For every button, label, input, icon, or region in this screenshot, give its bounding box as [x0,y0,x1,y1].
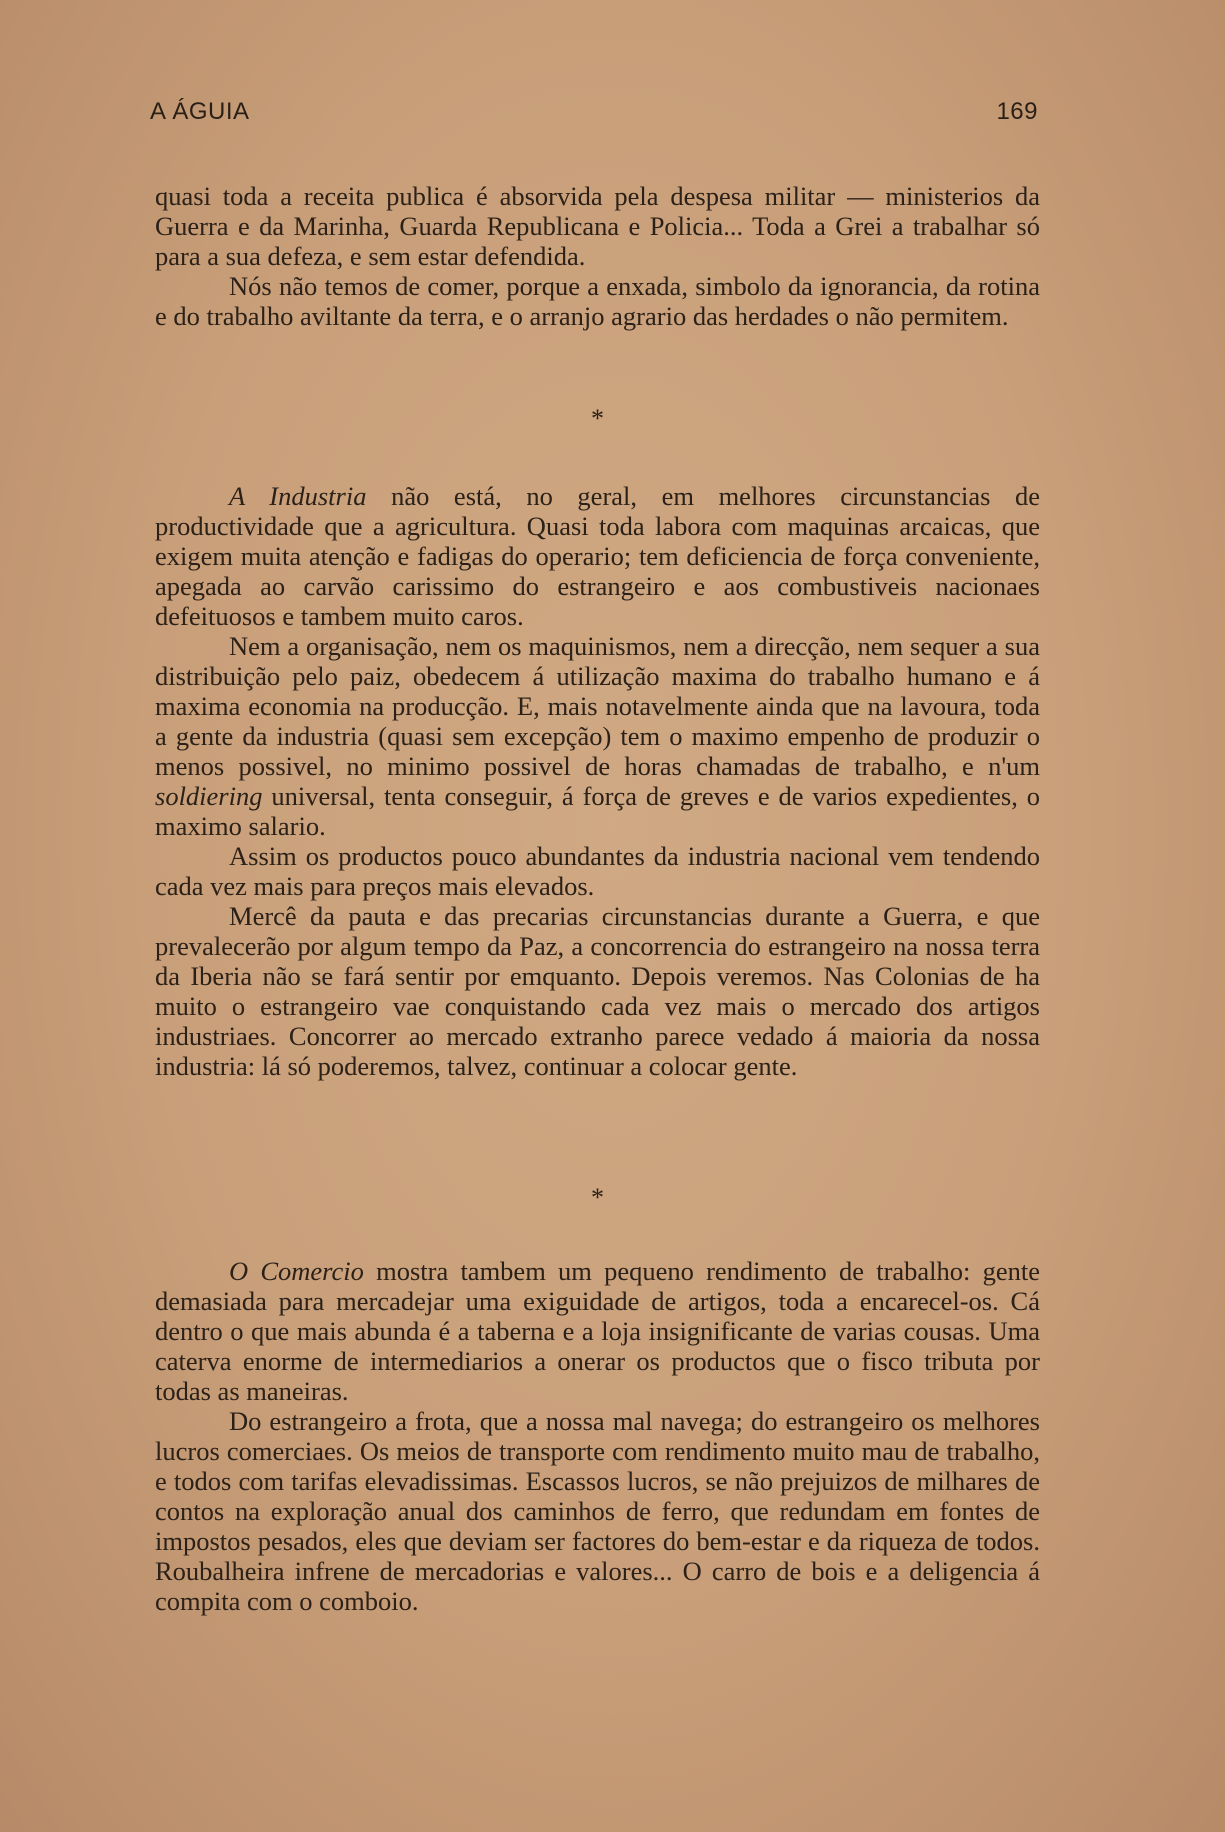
paragraph: quasi toda a receita publica é absorvida pela despesa militar — ministerios da Guerra e da Marinha, Guarda Republicana e Policia... Toda a Grei a trabalhar só para a sua defeza, e sem estar defendida. [155,181,1040,271]
paragraph: Assim os productos pouco abundantes da industria nacional vem tendendo cada vez mais para preços mais elevados. [155,841,1040,901]
running-header [150,98,1038,134]
paragraph: Mercê da pauta e das precarias circunstancias durante a Guerra, e que prevalecerão por algum tempo da Paz, a concorrencia do estrangeiro na nossa terra da Iberia não se fará sentir por emquanto. Depois veremos. Nas Colonias de ha muito o estrangeiro vae conquistando cada vez mais o mercado dos artigos industriaes. Concorrer ao mercado extranho parece vedado á maioria da nossa industria: lá só poderemos, talvez, continuar a colocar gente. [155,901,1040,1081]
paragraph-text: mostra tambem um pequeno rendimento de trabalho: gente demasiada para mercadejar uma exiguidade de artigos, toda a encarecel-os. Cá dentro o que mais abunda é a taberna e a loja insignificante de varias cousas. Uma caterva enorme de intermediarios a onerar os productos que o fisco tributa por todas as maneiras. [155,1256,1040,1406]
paragraph-text: não está, no geral, em melhores circunstancias de productividade que a agricultura. Quasi toda labora com maquinas arcaicas, que exigem muita atenção e fadigas do operario; tem deficiencia de força conveniente, apegada ao carvão carissimo do estrangeiro e aos combustiveis nacionaes defeituosos e tambem muito caros. [155,481,1040,631]
section-military-agriculture [155,181,1040,331]
paragraph [155,481,1040,631]
paragraph: Do estrangeiro a frota, que a nossa mal navega; do estrangeiro os melhores lucros comerciaes. Os meios de transporte com rendimento muito mau de trabalho, e todos com tarifas elevadissimas. Escassos lucros, se não prejuizos de milhares de contos na exploração anual dos caminhos de ferro, que redundam em fontes de impostos pesados, eles que deviam ser factores do bem-estar e da riqueza de todos. Roubalheira infrene de mercadorias e valores... O carro de bois e a deligencia á compita com o comboio. [155,1406,1040,1616]
section-lead-term: A Industria [229,481,367,511]
paragraph-text: Nem a organisação, nem os maquinismos, nem a direcção, nem sequer a sua distribuição pelo paiz, obedecem á utilização maxima do trabalho humano e á maxima economia na producção. E, mais notavelmente ainda que na lavoura, toda a gente da industria (quasi sem excepção) tem o maximo empenho de produzir o menos possivel, no minimo possivel de horas chamadas de trabalho, e n'um [155,631,1040,781]
section-lead-term: O Comercio [229,1256,364,1286]
journal-title: A ÁGUIA [150,98,250,125]
section-separator: * [591,1183,604,1212]
section-commerce [155,1256,1040,1616]
paragraph [155,1256,1040,1406]
paragraph: Nós não temos de comer, porque a enxada, simbolo da ignorancia, da rotina e do trabalho aviltante da terra, e o arranjo agrario das herdades o não permitem. [155,271,1040,331]
italic-term: soldiering [155,781,263,811]
paragraph [155,631,1040,841]
page-number: 169 [996,98,1038,125]
section-industry [155,481,1040,1081]
paragraph-text: universal, tenta conseguir, á força de greves e de varios expedientes, o maximo salario. [155,781,1040,841]
section-separator: * [591,404,604,433]
